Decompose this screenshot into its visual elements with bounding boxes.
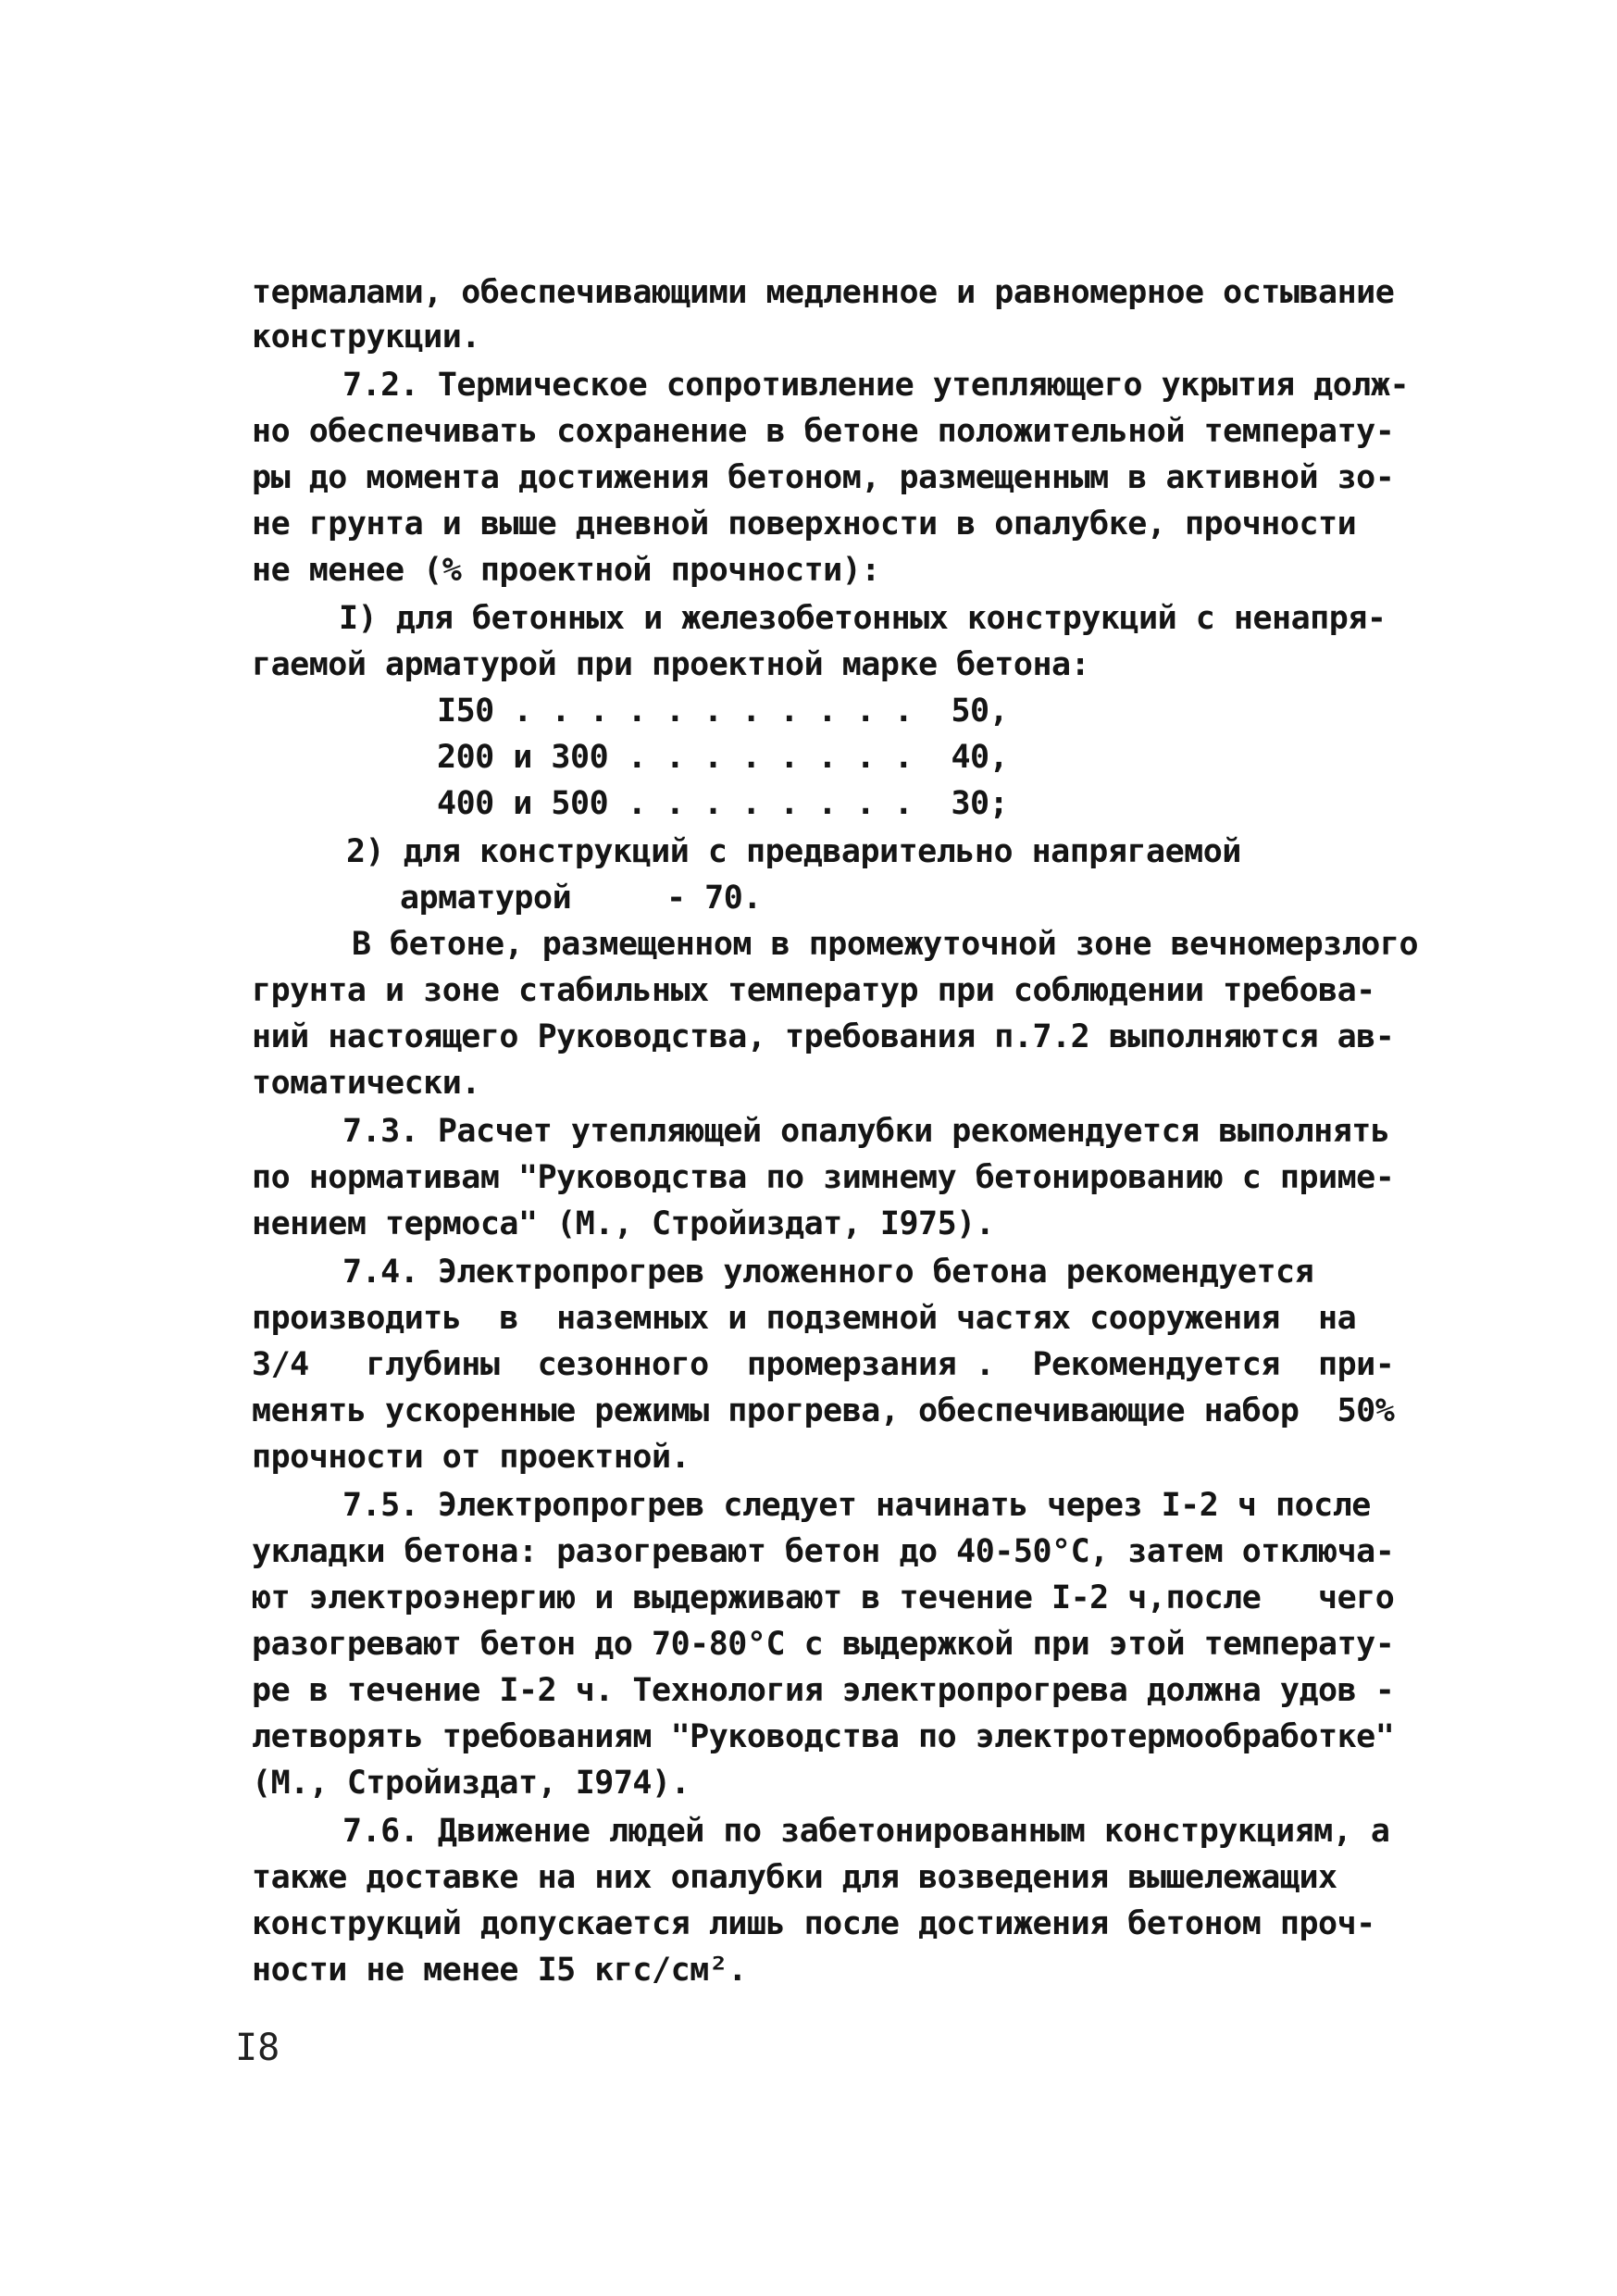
table-row: 400 и 500 . . . . . . . . 30; xyxy=(437,785,1009,822)
text-line: прочности от проектной. xyxy=(252,1439,690,1476)
text-line: но обеспечивать сохранение в бетоне положительной температу- xyxy=(252,413,1395,450)
text-line: 3/4 глубины сезонного промерзания . Рекомендуется при- xyxy=(252,1346,1395,1383)
text-line: 2) для конструкций с предварительно напрягаемой xyxy=(346,833,1241,870)
text-line: арматурой - 70. xyxy=(400,880,762,917)
text-line: ры до момента достижения бетоном, размещенным в активной зо- xyxy=(252,459,1395,496)
text-line: также доставке на них опалубки для возведения вышележащих xyxy=(252,1859,1337,1896)
text-line: 7.5. Электропрогрев следует начинать через I-2 ч после xyxy=(342,1487,1371,1524)
text-line: ний настоящего Руководства, требования п.7.2 выполняются ав- xyxy=(252,1018,1395,1055)
text-line: томатически. xyxy=(252,1065,480,1102)
text-line: I) для бетонных и железобетонных конструкций с ненапря- xyxy=(339,600,1387,637)
text-line: не менее (% проектной прочности): xyxy=(252,552,880,589)
text-line: В бетоне, размещенном в промежуточной зоне вечномерзлого xyxy=(352,926,1419,963)
text-line: ре в течение I-2 ч. Технология электропрогрева должна удов - xyxy=(252,1672,1395,1709)
text-line: разогревают бетон до 70-80°С с выдержкой при этой температу- xyxy=(252,1626,1395,1663)
text-line: укладки бетона: разогревают бетон до 40-50°С, затем отключа- xyxy=(252,1533,1395,1570)
text-line: ности не менее I5 кгс/см². xyxy=(252,1952,747,1989)
text-line: нением термоса" (М., Стройиздат, I975). xyxy=(252,1205,995,1242)
text-line: конструкции. xyxy=(252,318,480,356)
table-row: I50 . . . . . . . . . . . 50, xyxy=(437,693,1009,730)
text-line: термалами, обеспечивающими медленное и равномерное остывание xyxy=(252,274,1395,311)
text-line: не грунта и выше дневной поверхности в опалубке, прочности xyxy=(252,505,1357,543)
text-line: конструкций допускается лишь после достижения бетоном проч- xyxy=(252,1905,1375,1942)
text-line: производить в наземных и подземной частях сооружения на xyxy=(252,1300,1357,1337)
text-line: гаемой арматурой при проектной марке бетона: xyxy=(252,646,1090,683)
text-line: 7.3. Расчет утепляющей опалубки рекомендуется выполнять xyxy=(342,1113,1390,1150)
text-line: менять ускоренные режимы прогрева, обеспечивающие набор 50% xyxy=(252,1392,1395,1429)
text-line: ют электроэнергию и выдерживают в течение I-2 ч,после чего xyxy=(252,1579,1395,1616)
text-line: 7.6. Движение людей по забетонированным конструкциям, а xyxy=(342,1813,1390,1850)
text-line: летворять требованиям "Руководства по электротермообработке" xyxy=(252,1718,1395,1755)
text-line: 7.2. Термическое сопротивление утепляющего укрытия долж- xyxy=(342,367,1410,404)
page-number: I8 xyxy=(235,2027,280,2069)
text-line: по нормативам "Руководства по зимнему бетонированию с приме- xyxy=(252,1159,1395,1196)
text-line: (М., Стройиздат, I974). xyxy=(252,1765,690,1802)
text-line: грунта и зоне стабильных температур при соблюдении требова- xyxy=(252,972,1375,1009)
table-row: 200 и 300 . . . . . . . . 40, xyxy=(437,739,1009,776)
text-line: 7.4. Электропрогрев уложенного бетона рекомендуется xyxy=(342,1254,1314,1291)
